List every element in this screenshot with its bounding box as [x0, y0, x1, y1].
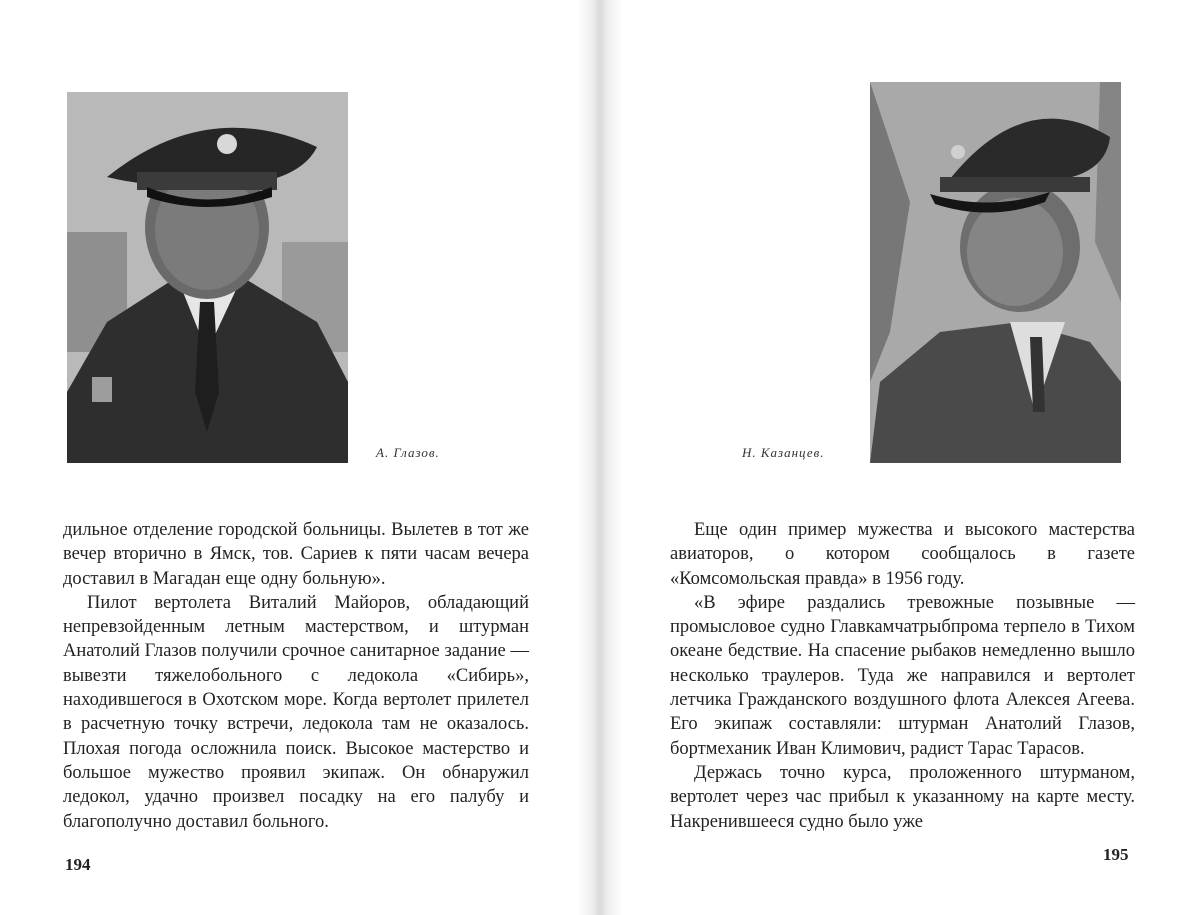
portrait-illustration	[870, 82, 1121, 463]
left-page	[0, 0, 590, 915]
right-body-text	[670, 518, 1135, 834]
paragraph: Пилот вертолета Виталий Майоров, обладающий непревзойденным летным мастерством, и штурман Анатолий Глазов получили срочное санитарное задание — вывезти тяжелобольного с ледокола «Сибирь», находившегося в Охотском море. Когда вертолет прилетел в расчетную точку встречи, ледокола там не оказалось. Плохая погода осложнила поиск. Высокое мастерство и большое мужество проявил экипаж. Он обнаружил ледокол, удачно произвел посадку на его палубу и благополучно доставил больного.	[63, 592, 529, 832]
right-page	[610, 0, 1200, 915]
page-number: 195	[1103, 845, 1129, 864]
portrait-photo-kazantsev	[870, 82, 1121, 463]
portrait-illustration	[67, 92, 348, 463]
page-number: 194	[65, 855, 91, 874]
paragraph: Держась точно курса, проложенного штурманом, вертолет через час прибыл к указанному на карте месту. Накренившееся судно было уже	[670, 762, 1135, 832]
paragraph: Еще один пример мужества и высокого мастерства авиаторов, о котором сообщалось в газете «Комсомольская правда» в 1956 году.	[670, 520, 1135, 589]
paragraph: «В эфире раздались тревожные позывные — промысловое судно Главкамчатрыбпрома терпело в Тихом океане бедствие. На спасение рыбаков немедленно вышло несколько траулеров. Туда же направился и вертолет летчика Гражданского воздушного флота Алексея Агеева. Его экипаж составляли: штурман Анатолий Глазов, бортмеханик Иван Климович, радист Тарас Тарасов.	[670, 592, 1135, 759]
photo-caption: Н. Казанцев.	[742, 445, 825, 460]
portrait-photo-glazov	[67, 92, 348, 463]
paragraph: дильное отделение городской больницы. Вылетев в тот же вечер вторично в Ямск, тов. Сариев к пяти часам вечера доставил в Магадан еще одну больную».	[63, 520, 529, 589]
photo-caption: А. Глазов.	[376, 445, 440, 460]
left-body-text	[63, 518, 529, 834]
